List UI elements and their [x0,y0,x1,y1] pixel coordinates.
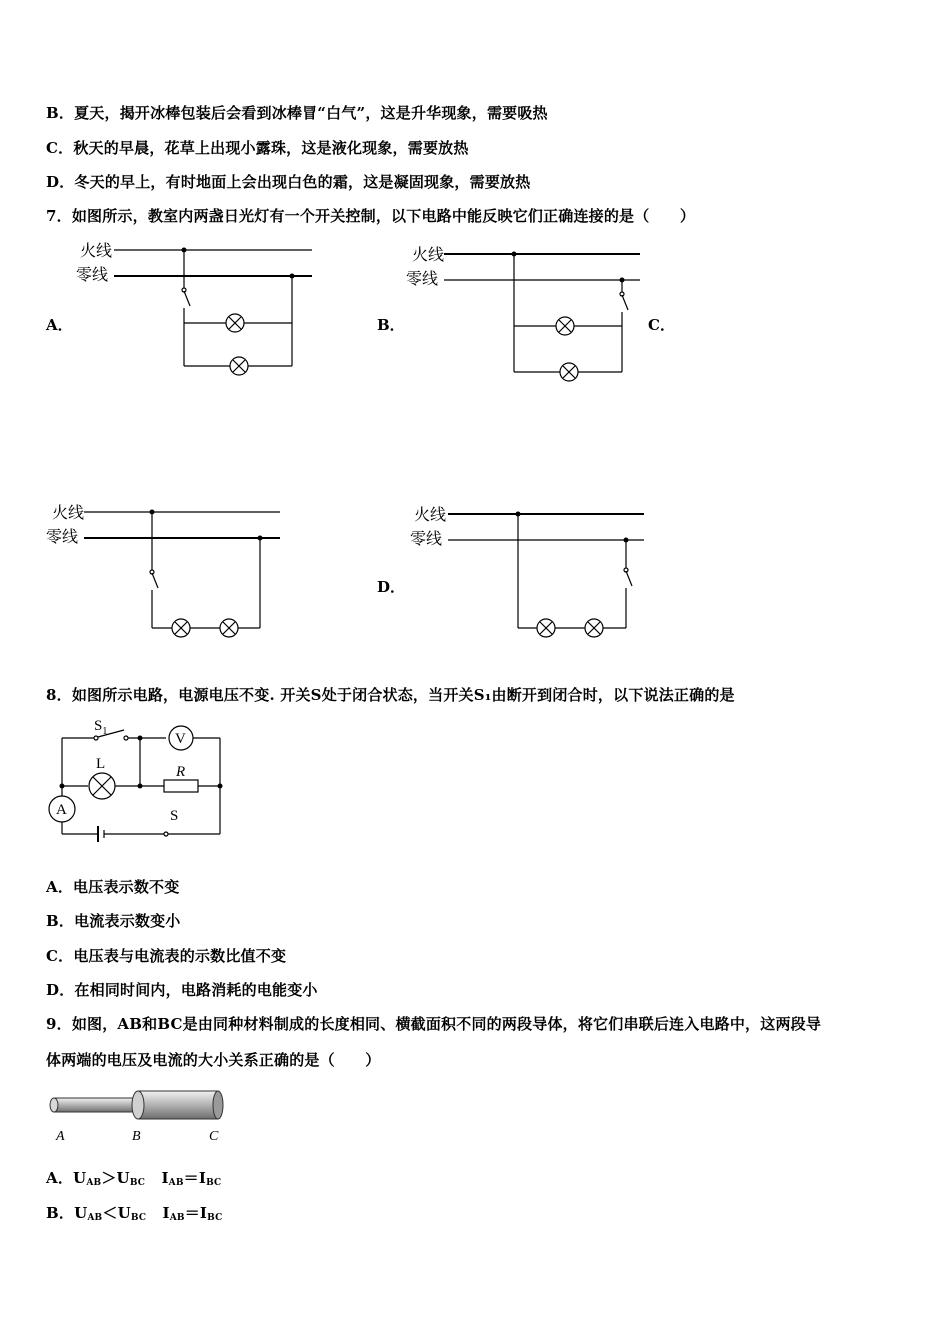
q6-option-d: D．冬天的早上，有时地面上会出现白色的霜，这是凝固现象，需要放热 [46,173,531,191]
q7-circuit-d [404,500,664,640]
q7-circuit-a [70,238,330,378]
q8-option-b: B．电流表示数变小 [46,912,181,930]
point-a-label: A [56,1129,65,1144]
switch-icon [622,295,628,310]
neutral-wire-label: 零线 [76,265,109,284]
q7-option-d-label: D． [377,578,406,596]
q7-option-c-label: C． [648,316,675,334]
switch-icon [152,573,158,588]
q9-option-a: A．$U_{AB}>U_{BC}$ $I_{AB}=I_{BC}$ [46,1169,222,1188]
q7-option-b-label: B． [377,316,405,334]
thick-conductor-icon [138,1091,218,1119]
q9-option-b: B．$U_{AB}<U_{BC}$ $I_{AB}=I_{BC}$ [46,1204,223,1223]
q8-stem: 8．如图所示电路，电源电压不变. 开关S处于闭合状态，当开关S₁由断开到闭合时，以下说法正确的是 [46,686,735,704]
q9-conductor-figure [46,1088,236,1148]
switch-icon [184,291,190,306]
resistor-icon [164,780,198,792]
q9-stem-line2: 体两端的电压及电流的大小关系正确的是（ ） [46,1051,381,1069]
q8-circuit [44,712,234,842]
q7-option-a-label: A． [46,316,73,334]
q7-stem: 7．如图所示，教室内两盏日光灯有一个开关控制，以下电路中能反映它们正确连接的是（ ） [46,207,696,225]
neutral-wire-label: 零线 [406,269,439,288]
resistor-label: R [176,764,186,780]
svg-text:A: A [56,802,67,818]
q9-stem-line1: 9．如图，AB和BC是由同种材料制成的长度相同、横截面积不同的两段导体，将它们串联后连入电路中，这两段导 [46,1015,822,1033]
live-wire-label: 火线 [414,505,447,524]
q7-circuit-c [40,498,300,638]
s-label: S [170,808,179,824]
q8-option-d: D．在相同时间内，电路消耗的电能变小 [46,981,318,999]
live-wire-label: 火线 [52,503,85,522]
point-c-label: C [209,1129,219,1144]
live-wire-label: 火线 [80,241,113,260]
q7-circuit-b [400,240,660,380]
thin-conductor-icon [54,1098,142,1112]
neutral-wire-label: 零线 [46,527,79,546]
lamp-label: L [96,756,106,772]
neutral-wire-label: 零线 [410,529,443,548]
q6-option-b: B．夏天，揭开冰棒包装后会看到冰棒冒“白气”，这是升华现象，需要吸热 [46,104,548,122]
svg-text:V: V [175,731,186,747]
point-b-label: B [132,1129,141,1144]
s1-label: $S_1$ [94,718,108,737]
q6-option-c: C．秋天的早晨，花草上出现小露珠，这是液化现象，需要放热 [46,139,469,157]
q8-option-c: C．电压表与电流表的示数比值不变 [46,947,287,965]
live-wire-label: 火线 [412,245,445,264]
switch-icon [626,571,632,586]
q8-option-a: A．电压表示数不变 [46,878,180,896]
